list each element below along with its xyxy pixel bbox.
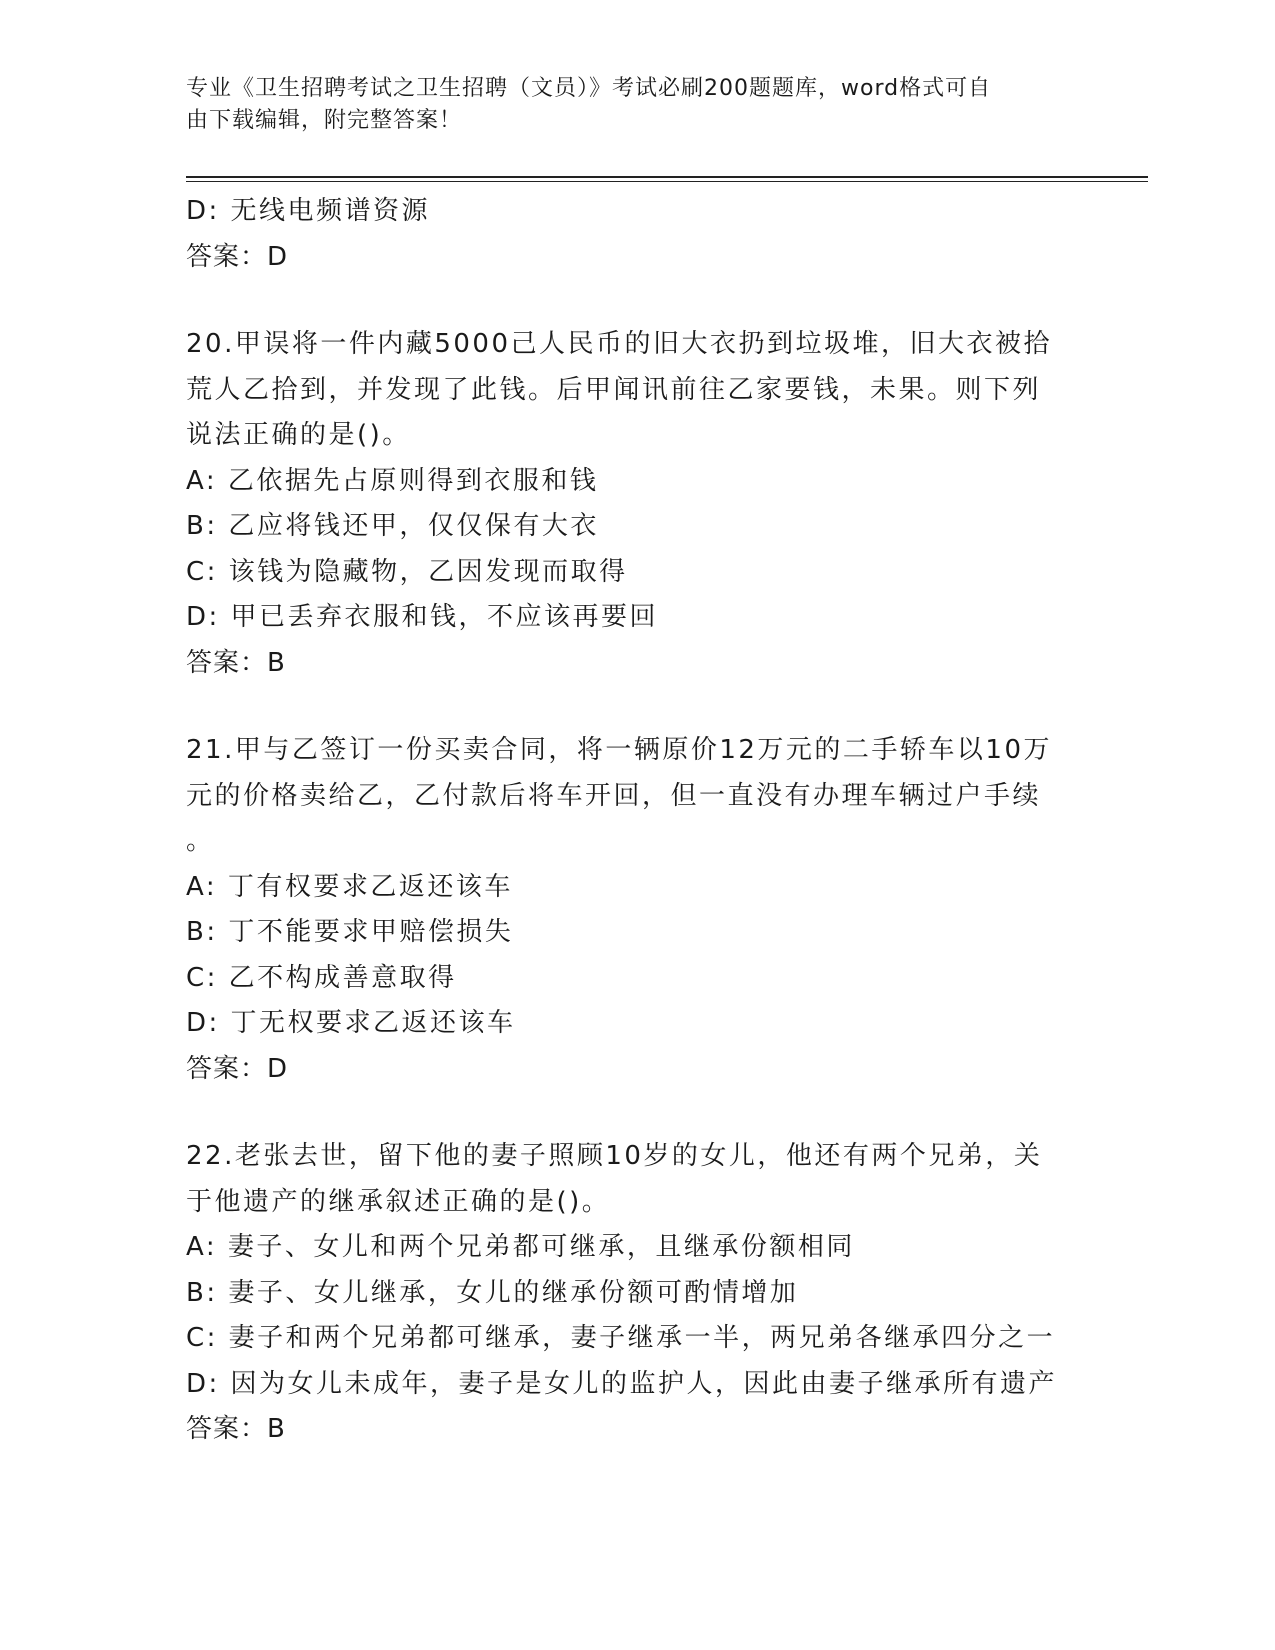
question-stem-line: 21.甲与乙签订一份买卖合同，将一辆原价12万元的二手轿车以10万	[186, 735, 1053, 765]
block-spacer	[186, 280, 1086, 322]
answer-line: 答案：B	[186, 1414, 286, 1444]
option-c: C: 妻子和两个兄弟都可继承，妻子继承一半，两兄弟各继承四分之一	[186, 1323, 1056, 1353]
option-a: A: 丁有权要求乙返还该车	[186, 871, 513, 902]
option-d: D: 甲已丢弃衣服和钱，不应该再要回	[186, 602, 659, 632]
option-b: B: 乙应将钱还甲，仅仅保有大衣	[186, 511, 599, 541]
document-body	[186, 189, 1086, 1453]
answer-line: 答案：D	[186, 241, 289, 272]
block-spacer	[186, 686, 1086, 728]
option-a: A: 乙依据先占原则得到衣服和钱	[186, 465, 599, 496]
question-22	[186, 1134, 1086, 1453]
block-spacer	[186, 1092, 1086, 1134]
header-divider-thick	[186, 176, 1148, 178]
page-header	[186, 73, 1066, 137]
question-21	[186, 728, 1086, 1092]
question-stem-line: 。	[186, 826, 215, 856]
header-line-2: 由下载编辑，附完整答案！	[186, 108, 463, 133]
option-c: C: 该钱为隐藏物，乙因发现而取得	[186, 556, 628, 587]
option-b: B: 妻子、女儿继承，女儿的继承份额可酌情增加	[186, 1277, 799, 1308]
option-d: D: 因为女儿未成年，妻子是女儿的监护人，因此由妻子继承所有遗产	[186, 1368, 1058, 1399]
option-d: D: 丁无权要求乙返还该车	[186, 1008, 516, 1038]
question-stem-line: 22.老张去世，留下他的妻子照顾10岁的女儿，他还有两个兄弟，关	[186, 1141, 1043, 1171]
option-b: B: 丁不能要求甲赔偿损失	[186, 917, 514, 947]
option-c: C: 乙不构成善意取得	[186, 962, 457, 993]
header-divider-thin	[186, 181, 1148, 182]
question-stem-line: 于他遗产的继承叙述正确的是()。	[186, 1186, 611, 1217]
option-d: D: 无线电频谱资源	[186, 196, 431, 226]
question-20	[186, 322, 1086, 686]
answer-line: 答案：B	[186, 647, 286, 678]
question-stem-line: 元的价格卖给乙，乙付款后将车开回，但一直没有办理车辆过户手续	[186, 780, 1042, 811]
prev-question-tail	[186, 189, 1086, 280]
header-line-1: 专业《卫生招聘考试之卫生招聘（文员）》考试必刷200题题库，word格式可自	[186, 76, 992, 101]
option-a: A: 妻子、女儿和两个兄弟都可继承，且继承份额相同	[186, 1232, 855, 1262]
question-stem-line: 说法正确的是()。	[186, 420, 411, 450]
answer-line: 答案：D	[186, 1053, 289, 1084]
question-stem-line: 20.甲误将一件内藏5000己人民币的旧大衣扔到垃圾堆，旧大衣被拾	[186, 329, 1053, 359]
question-stem-line: 荒人乙拾到，并发现了此钱。后甲闻讯前往乙家要钱，未果。则下列	[186, 374, 1042, 405]
